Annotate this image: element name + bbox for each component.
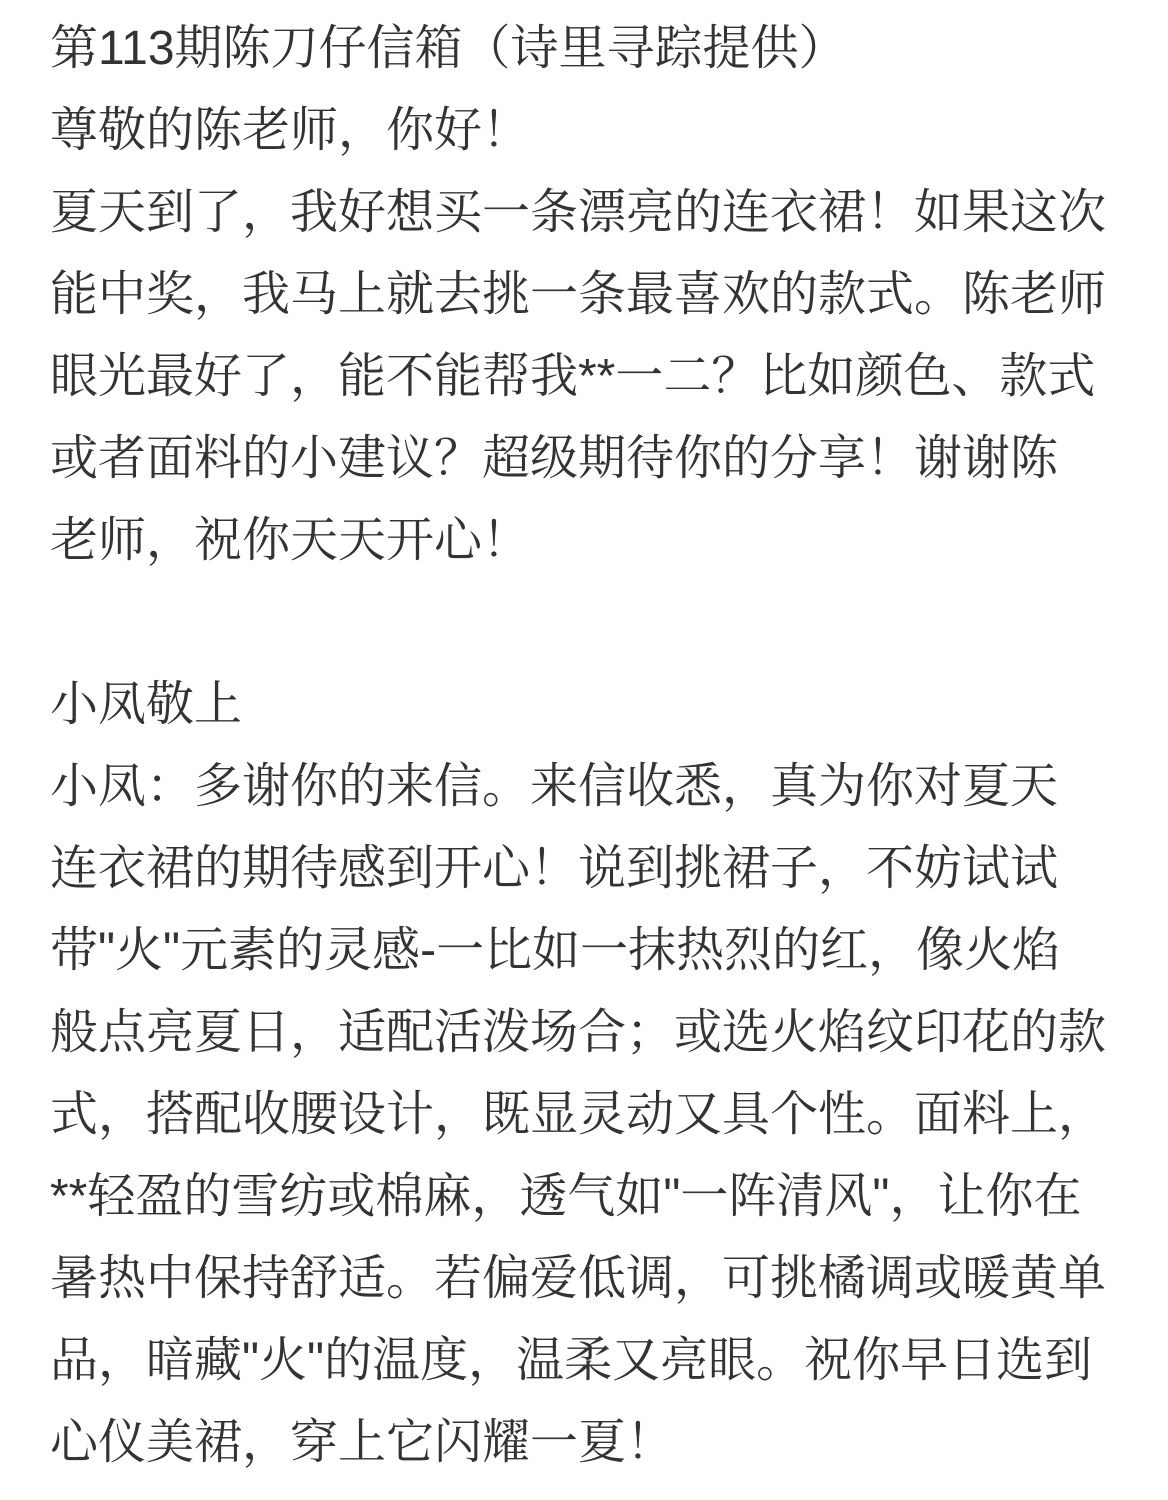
reply-line: 带"火"元素的灵感-一比如一抹热烈的红，像火焰 <box>50 924 1061 977</box>
blank-line <box>50 582 1130 664</box>
reader-letter-line: 夏天到了，我好想买一条漂亮的连衣裙！如果这次 <box>50 186 1107 239</box>
salutation-line: 尊敬的陈老师，你好！ <box>50 104 531 157</box>
reply-line: 小凤：多谢你的来信。来信收悉，真为你对夏天 <box>50 760 1059 813</box>
reader-letter-line: 眼光最好了，能不能帮我**一二？比如颜色、款式 <box>50 350 1096 403</box>
issue-title-line: 第113期陈刀仔信箱（诗里寻踪提供） <box>50 22 847 75</box>
reader-letter-line: 能中奖，我马上就去挑一条最喜欢的款式。陈老师 <box>50 268 1107 321</box>
signature-line: 小凤敬上 <box>50 678 243 731</box>
reply-line: 般点亮夏日，适配活泼场合；或选火焰纹印花的款 <box>50 1006 1107 1059</box>
reply-line: **轻盈的雪纺或棉麻，透气如"一阵清风"，让你在 <box>50 1170 1082 1223</box>
reply-line: 心仪美裙，穿上它闪耀一夏！ <box>50 1416 675 1469</box>
reply-line: 式，搭配收腰设计，既显灵动又具个性。面料上， <box>50 1088 1107 1141</box>
reader-letter-line: 或者面料的小建议？超级期待你的分享！谢谢陈 <box>50 432 1059 485</box>
reply-line: 连衣裙的期待感到开心！说到挑裙子，不妨试试 <box>50 842 1059 895</box>
reader-letter-line: 老师，祝你天天开心！ <box>50 514 531 567</box>
reply-line: 品，暗藏"火"的温度，温柔又亮眼。祝你早日选到 <box>50 1334 1093 1387</box>
reply-line: 暑热中保持舒适。若偏爱低调，可挑橘调或暖黄单 <box>50 1252 1107 1305</box>
